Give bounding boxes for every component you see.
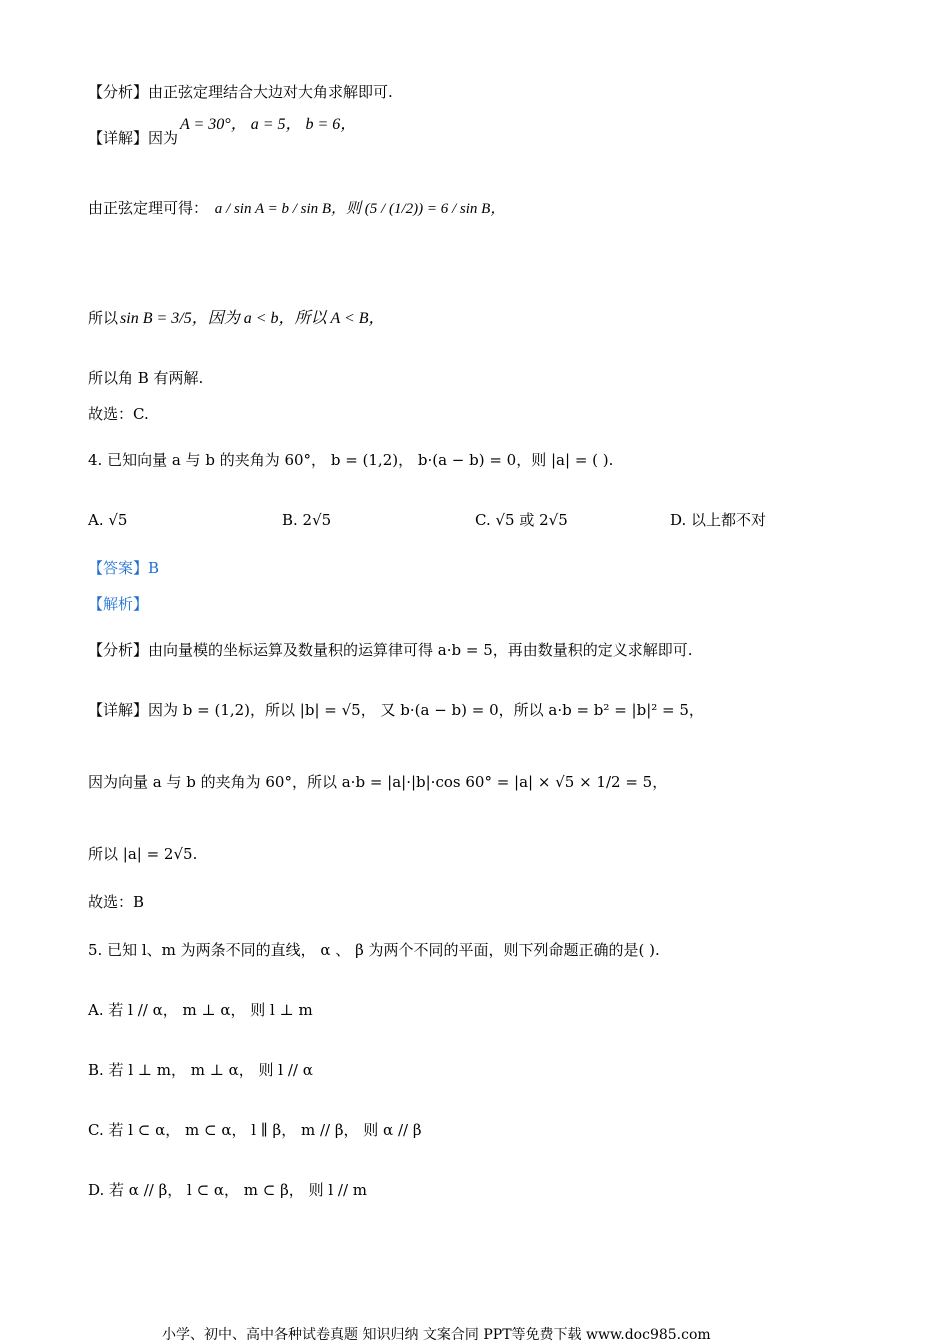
q4-detail-1: 【详解】因为 b = (1,2)，所以 |b| = √5， 又 b·(a − b) = 0，所以 a·b = b² = |b|² = 5， bbox=[88, 701, 704, 719]
q5-option-d: D. 若 α // β， l ⊂ α， m ⊂ β， 则 l // m bbox=[88, 1181, 368, 1199]
q4-choice: 故选：B bbox=[88, 893, 145, 911]
q4-option-b: B. 2√5 bbox=[282, 511, 332, 529]
q3-detail-math: A = 30°， a = 5， b = 6， bbox=[180, 116, 357, 133]
q3-law bbox=[88, 188, 507, 229]
page-footer: 小学、初中、高中各种试卷真题 知识归纳 文案合同 PPT等免费下载 www.doc985.com bbox=[162, 1327, 711, 1343]
q3-analysis: 【分析】由正弦定理结合大边对大角求解即可. bbox=[88, 83, 393, 101]
q3-law-text: 由正弦定理可得： bbox=[88, 199, 209, 217]
q3-choice: 故选：C. bbox=[88, 405, 149, 423]
q5-option-a: A. 若 l // α， m ⊥ α， 则 l ⊥ m bbox=[88, 1001, 313, 1019]
q3-so-math: sin B = 3/5，因为 a < b，所以 A < B， bbox=[120, 310, 385, 327]
q4-option-d: D. 以上都不对 bbox=[670, 511, 767, 529]
q5-stem: 5. 已知 l、m 为两条不同的直线， α 、 β 为两个不同的平面，则下列命题正确的是( ). bbox=[88, 941, 660, 959]
q4-detail-2: 因为向量 a 与 b 的夹角为 60°，所以 a·b = |a|·|b|·cos 60° = |a| × √5 × 1/2 = 5， bbox=[88, 773, 668, 791]
q4-answer: 【答案】B bbox=[88, 559, 160, 577]
q3-detail bbox=[88, 116, 358, 149]
q4-detail-3: 所以 |a| = 2√5. bbox=[88, 845, 198, 863]
q5-option-b: B. 若 l ⊥ m， m ⊥ α， 则 l // α bbox=[88, 1061, 313, 1079]
q4-option-a: A. √5 bbox=[88, 511, 128, 529]
q3-law-equation: a / sin A = b / sin B，则 (5 / (1/2)) = 6 / sin B， bbox=[214, 201, 506, 217]
q3-detail-prefix: 【详解】因为 bbox=[88, 129, 179, 147]
q4-option-c: C. √5 或 2√5 bbox=[475, 511, 568, 529]
q4-jiexi: 【解析】 bbox=[88, 595, 149, 613]
q3-so bbox=[88, 300, 387, 337]
q4-stem: 4. 已知向量 a 与 b 的夹角为 60°， b = (1,2)， b·(a − b) = 0，则 |a| = ( ). bbox=[88, 451, 614, 469]
q5-option-c: C. 若 l ⊂ α， m ⊂ α， l ∥ β， m // β， 则 α // β bbox=[88, 1121, 422, 1139]
q3-so-text: 所以 bbox=[88, 309, 119, 327]
q4-analysis: 【分析】由向量模的坐标运算及数量积的运算律可得 a·b = 5，再由数量积的定义求解即可. bbox=[88, 641, 693, 659]
q3-conclusion: 所以角 B 有两解. bbox=[88, 369, 204, 387]
